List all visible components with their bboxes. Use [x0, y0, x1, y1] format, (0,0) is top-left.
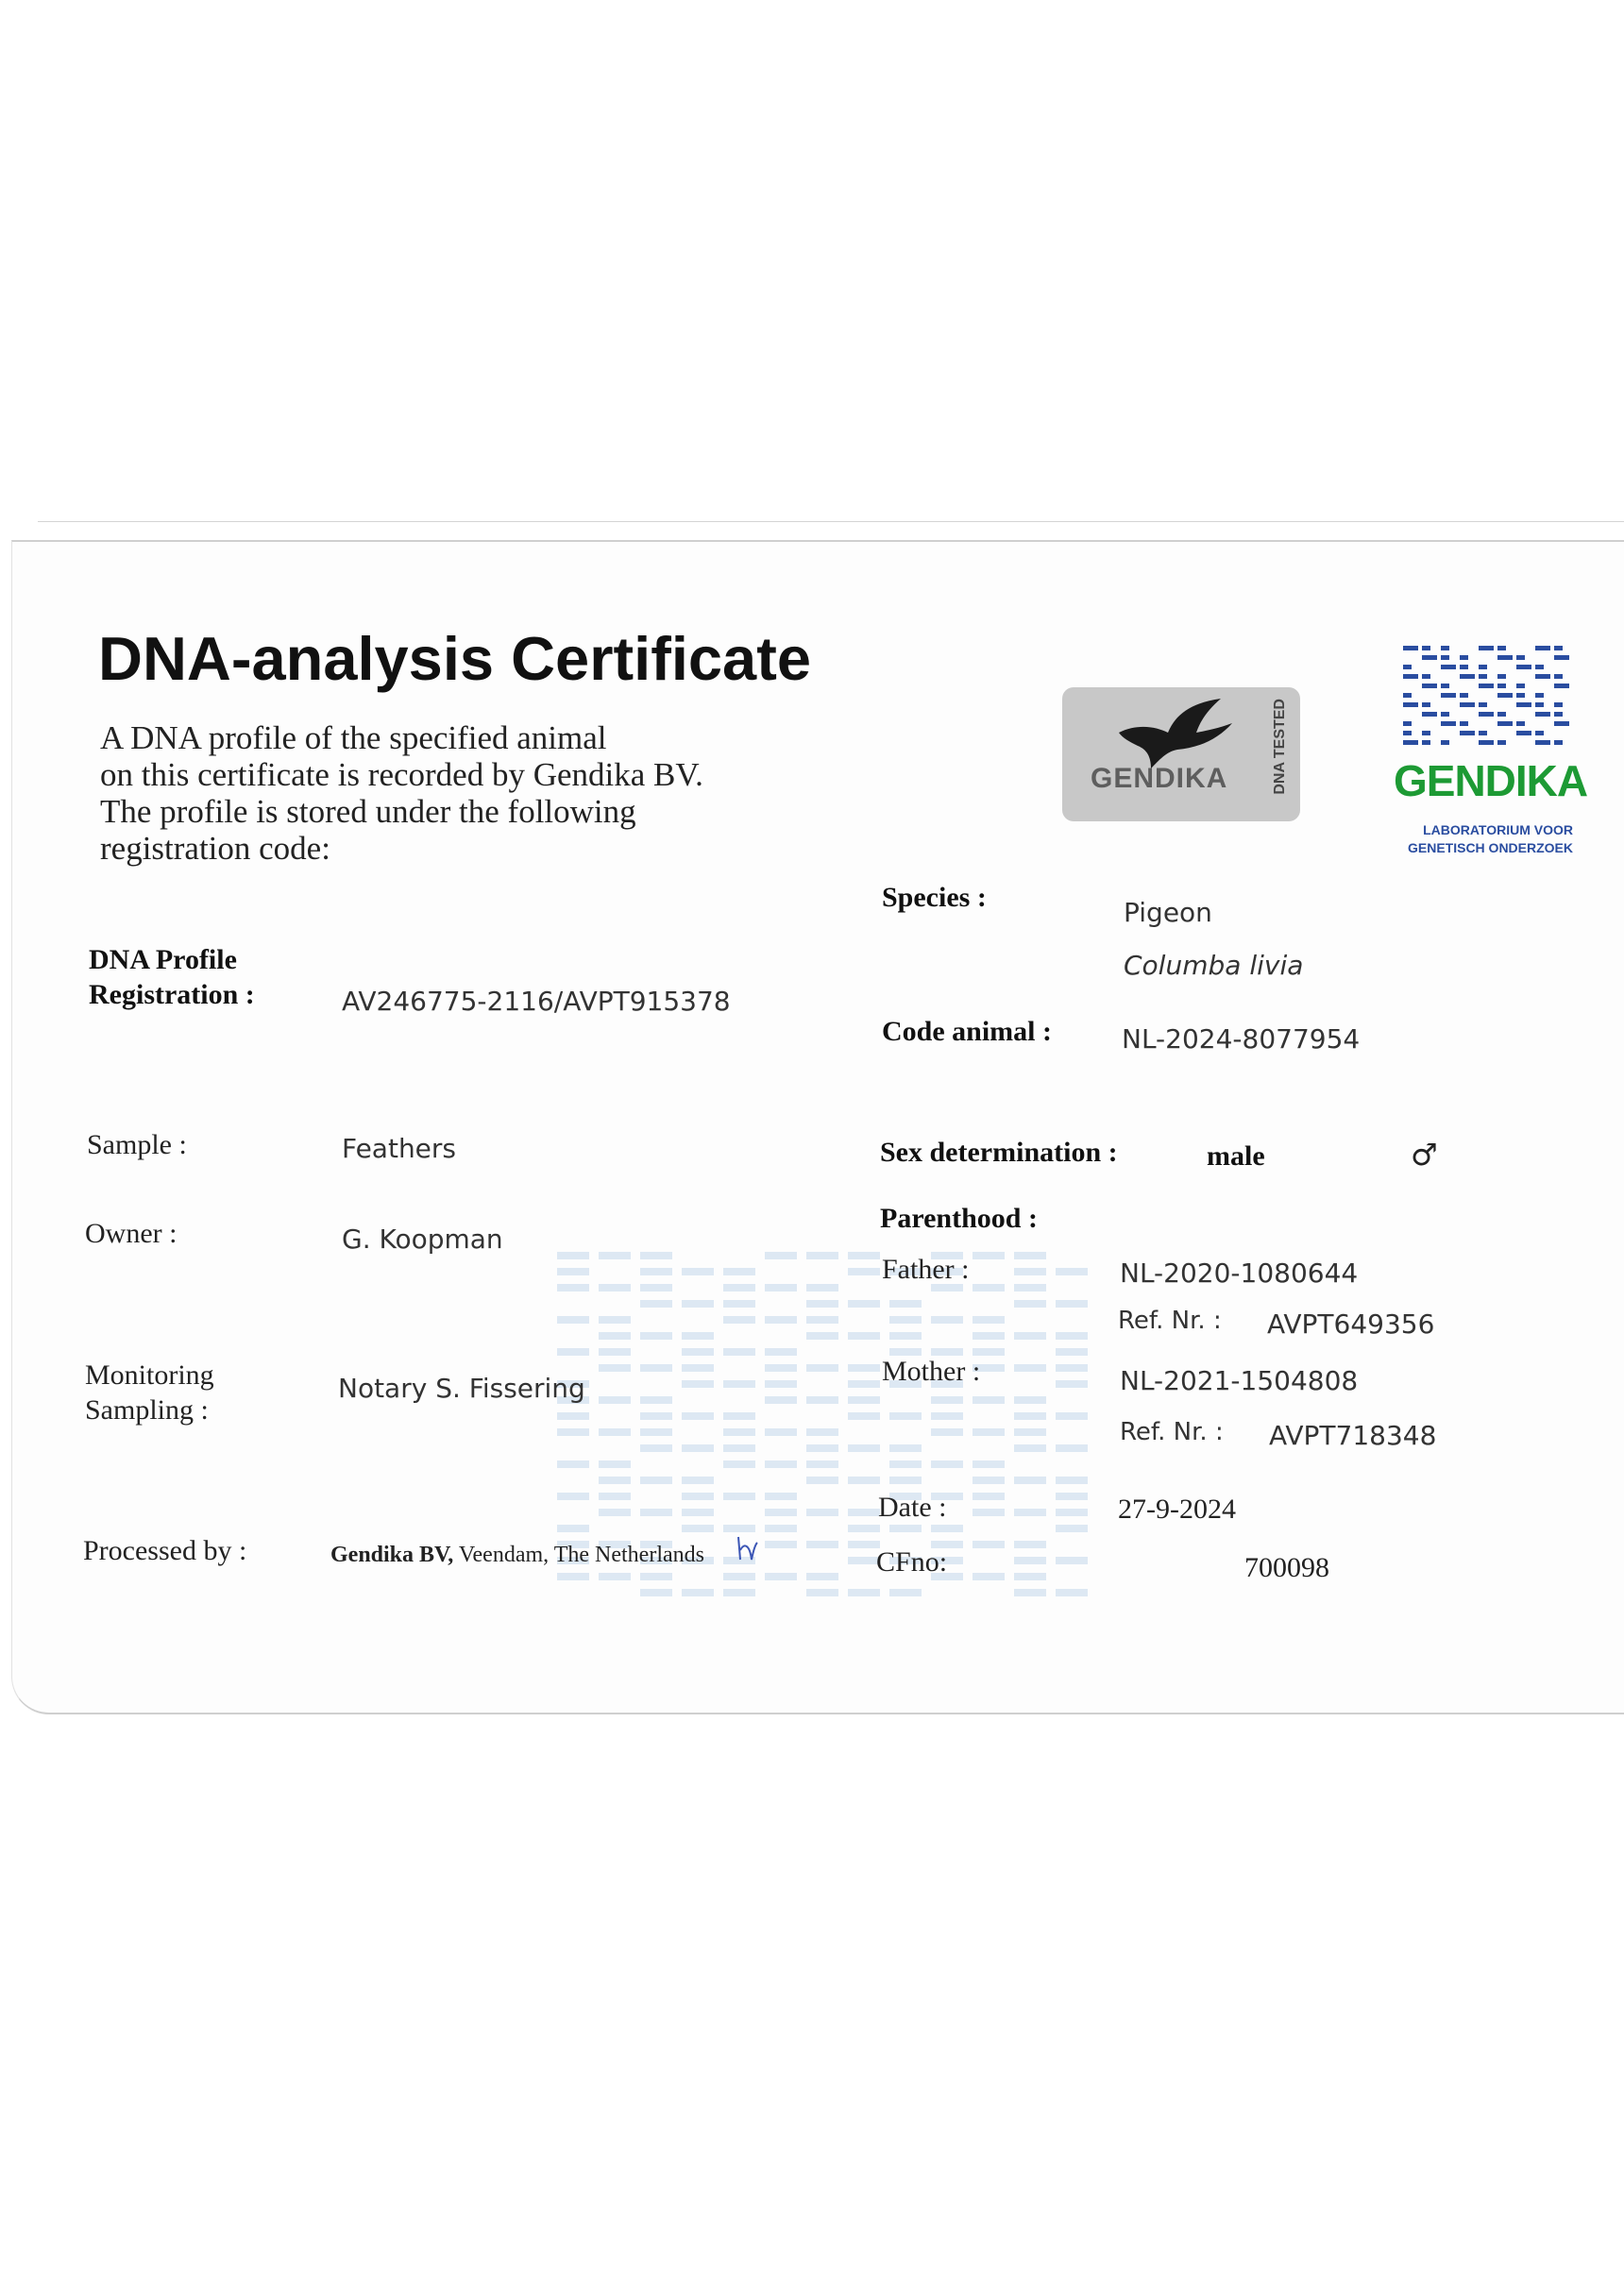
watermark-bar	[1056, 1525, 1088, 1532]
watermark-bar	[599, 1428, 631, 1436]
watermark-bar	[931, 1348, 963, 1356]
watermark-bar	[973, 1509, 1005, 1516]
watermark-bar	[1014, 1396, 1046, 1404]
watermark-bar	[682, 1412, 714, 1420]
watermark-bar	[640, 1428, 672, 1436]
watermark-bar	[973, 1316, 1005, 1324]
watermark-bar	[889, 1300, 922, 1308]
watermark-bar	[765, 1364, 797, 1372]
watermark-bar	[765, 1284, 797, 1292]
logo-bar	[1535, 693, 1544, 698]
watermark-bar	[806, 1460, 838, 1468]
watermark-bar	[1056, 1300, 1088, 1308]
watermark-bar	[599, 1252, 631, 1259]
watermark-bar	[931, 1316, 963, 1324]
logo-bar	[1479, 702, 1487, 707]
watermark-bar	[599, 1284, 631, 1292]
logo-bar	[1535, 712, 1550, 717]
watermark-bar	[682, 1348, 714, 1356]
watermark-bar	[806, 1541, 838, 1548]
watermark-bar	[723, 1589, 755, 1596]
watermark-bar	[765, 1525, 797, 1532]
logo-bar	[1497, 721, 1513, 726]
logo-bar	[1441, 712, 1449, 717]
cfno-value: 700098	[1244, 1552, 1329, 1583]
watermark-bar	[973, 1477, 1005, 1484]
watermark-bar	[1014, 1444, 1046, 1452]
watermark-bar	[848, 1589, 880, 1596]
watermark-bar	[599, 1396, 631, 1404]
watermark-bar	[973, 1284, 1005, 1292]
logo-bar	[1497, 655, 1513, 660]
watermark-bar	[1014, 1252, 1046, 1259]
watermark-bar	[1014, 1557, 1046, 1564]
species-latin: Columba livia	[1124, 950, 1304, 981]
watermark-bar	[1056, 1589, 1088, 1596]
watermark-bar	[806, 1316, 838, 1324]
logo-bar	[1460, 693, 1468, 698]
watermark-bar	[557, 1428, 589, 1436]
watermark-bar	[1056, 1380, 1088, 1388]
watermark-bar	[640, 1509, 672, 1516]
logo-bar	[1422, 712, 1437, 717]
logo-bar	[1441, 684, 1449, 688]
watermark-bar	[973, 1252, 1005, 1259]
watermark-bar	[1014, 1589, 1046, 1596]
watermark-bar	[682, 1509, 714, 1516]
logo-bar	[1479, 684, 1494, 688]
logo-bar	[1479, 731, 1487, 735]
logo-bar	[1403, 646, 1418, 650]
watermark-bar	[806, 1444, 838, 1452]
logo-bar	[1422, 655, 1437, 660]
watermark-bar	[848, 1300, 880, 1308]
logo-subtitle-line: GENETISCH ONDERZOEK	[1407, 840, 1573, 855]
monitoring-label-line: Monitoring	[85, 1359, 214, 1391]
watermark-bar	[889, 1460, 922, 1468]
logo-bar	[1554, 646, 1563, 650]
mother-label: Mother :	[882, 1356, 981, 1387]
watermark-bar	[889, 1316, 922, 1324]
gendika-logo-icon	[1397, 642, 1575, 748]
logo-bar	[1403, 693, 1412, 698]
watermark-bar	[682, 1493, 714, 1500]
watermark-bar	[723, 1380, 755, 1388]
watermark-bar	[889, 1348, 922, 1356]
watermark-bar	[973, 1428, 1005, 1436]
father-value: NL-2020-1080644	[1120, 1258, 1359, 1289]
watermark-bar	[848, 1364, 880, 1372]
watermark-bar	[848, 1444, 880, 1452]
logo-bar	[1479, 740, 1494, 745]
watermark-bar	[848, 1525, 880, 1532]
watermark-bar	[973, 1573, 1005, 1580]
watermark-bar	[557, 1252, 589, 1259]
logo-bar	[1535, 740, 1550, 745]
watermark-bar	[1056, 1509, 1088, 1516]
watermark-bar	[682, 1300, 714, 1308]
watermark-bar	[557, 1460, 589, 1468]
watermark-bar	[1014, 1364, 1046, 1372]
watermark-bar	[848, 1541, 880, 1548]
watermark-bar	[806, 1396, 838, 1404]
watermark-bar	[723, 1316, 755, 1324]
watermark-bar	[682, 1268, 714, 1275]
logo-bar	[1422, 731, 1430, 735]
watermark-bar	[599, 1509, 631, 1516]
logo-bar	[1403, 665, 1412, 669]
watermark-bar	[806, 1284, 838, 1292]
watermark-bar	[1014, 1541, 1046, 1548]
processed-value	[330, 1543, 704, 1568]
watermark-bar	[557, 1573, 589, 1580]
sticker-brand: GENDIKA	[1091, 763, 1228, 794]
intro-line: registration code:	[100, 830, 330, 867]
watermark-bar	[682, 1589, 714, 1596]
watermark-bar	[599, 1348, 631, 1356]
logo-bar	[1535, 674, 1550, 679]
watermark-bar	[848, 1332, 880, 1340]
dna-profile-label-line: DNA Profile	[89, 944, 237, 975]
logo-bar	[1403, 721, 1412, 726]
cfno-label: CFno:	[876, 1546, 948, 1578]
watermark-bar	[1056, 1268, 1088, 1275]
watermark-bar	[640, 1589, 672, 1596]
processed-label: Processed by :	[83, 1535, 247, 1566]
certificate-title: DNA-analysis Certificate	[98, 624, 811, 693]
watermark-bar	[765, 1509, 797, 1516]
father-ref-label: Ref. Nr. :	[1118, 1307, 1222, 1335]
watermark-bar	[1014, 1477, 1046, 1484]
watermark-bar	[1014, 1509, 1046, 1516]
watermark-bar	[848, 1268, 880, 1275]
species-common: Pigeon	[1124, 897, 1212, 928]
logo-bar	[1422, 702, 1430, 707]
logo-bar	[1535, 731, 1544, 735]
logo-bar	[1516, 721, 1525, 726]
watermark-bar	[599, 1364, 631, 1372]
watermark-bar	[806, 1589, 838, 1596]
watermark-bar	[723, 1412, 755, 1420]
watermark-bar	[931, 1428, 963, 1436]
processed-company: Gendika BV,	[330, 1543, 454, 1567]
sample-label: Sample :	[87, 1129, 187, 1160]
monitoring-value: Notary S. Fissering	[338, 1373, 585, 1404]
watermark-bar	[640, 1364, 672, 1372]
logo-bar	[1516, 702, 1531, 707]
watermark-bar	[723, 1348, 755, 1356]
watermark-bar	[765, 1573, 797, 1580]
father-label: Father :	[882, 1254, 970, 1285]
logo-bar	[1497, 740, 1506, 745]
watermark-bar	[599, 1332, 631, 1340]
watermark-bar	[889, 1525, 922, 1532]
watermark-bar	[889, 1332, 922, 1340]
mother-value: NL-2021-1504808	[1120, 1365, 1359, 1396]
watermark-bar	[640, 1268, 672, 1275]
watermark-bar	[723, 1268, 755, 1275]
watermark-bar	[557, 1493, 589, 1500]
watermark-bar	[1056, 1477, 1088, 1484]
logo-bar	[1422, 646, 1430, 650]
watermark-bar	[765, 1316, 797, 1324]
logo-subtitle	[1394, 821, 1573, 857]
watermark-bar	[599, 1477, 631, 1484]
watermark-bar	[806, 1252, 838, 1259]
code-animal-label: Code animal :	[882, 1016, 1052, 1047]
logo-subtitle-line: LABORATORIUM VOOR	[1423, 822, 1573, 837]
watermark-bar	[682, 1380, 714, 1388]
watermark-bar	[640, 1477, 672, 1484]
watermark-bar	[931, 1412, 963, 1420]
watermark-bar	[640, 1412, 672, 1420]
watermark-bar	[682, 1332, 714, 1340]
logo-bar	[1554, 674, 1563, 679]
male-symbol-icon: ♂	[1411, 1137, 1438, 1173]
sample-value: Feathers	[342, 1133, 457, 1164]
watermark-bar	[931, 1460, 963, 1468]
monitoring-label-line: Sampling :	[85, 1394, 209, 1426]
watermark-bar	[682, 1477, 714, 1484]
intro-line: on this certificate is recorded by Gendika BV.	[100, 756, 703, 793]
pigeon-icon	[1109, 695, 1242, 770]
watermark-bar	[806, 1332, 838, 1340]
father-ref-value: AVPT649356	[1267, 1308, 1435, 1340]
watermark-bar	[599, 1460, 631, 1468]
logo-bar	[1422, 740, 1430, 745]
logo-bar	[1535, 646, 1550, 650]
watermark-bar	[765, 1428, 797, 1436]
watermark-bar	[557, 1316, 589, 1324]
watermark-bar	[765, 1396, 797, 1404]
mother-ref-value: AVPT718348	[1269, 1420, 1437, 1451]
logo-bar	[1422, 674, 1430, 679]
logo-bar	[1479, 665, 1487, 669]
watermark-bar	[848, 1557, 880, 1564]
watermark-bar	[848, 1412, 880, 1420]
sex-determination-label: Sex determination :	[880, 1137, 1118, 1168]
logo-bar	[1460, 721, 1468, 726]
logo-bar	[1479, 712, 1494, 717]
logo-bar	[1441, 646, 1449, 650]
code-animal-value: NL-2024-8077954	[1122, 1023, 1361, 1055]
watermark-bar	[599, 1493, 631, 1500]
watermark-bar	[640, 1332, 672, 1340]
watermark-bar	[723, 1300, 755, 1308]
watermark-bar	[640, 1300, 672, 1308]
watermark-bar	[973, 1493, 1005, 1500]
logo-bar	[1497, 674, 1506, 679]
logo-bar	[1554, 702, 1563, 707]
dna-tested-sticker	[1062, 687, 1300, 821]
logo-bar	[1460, 731, 1475, 735]
logo-bar	[1497, 693, 1513, 698]
logo-bar	[1554, 684, 1569, 688]
watermark-bar	[848, 1252, 880, 1259]
logo-wordmark: GENDIKA	[1394, 756, 1588, 805]
logo-bar	[1403, 674, 1418, 679]
watermark-bar	[723, 1460, 755, 1468]
watermark-bar	[973, 1332, 1005, 1340]
watermark-bar	[806, 1364, 838, 1372]
dna-profile-label	[89, 942, 255, 1012]
watermark-bar	[640, 1284, 672, 1292]
certificate-intro	[100, 719, 703, 867]
logo-bar	[1441, 721, 1456, 726]
watermark-bar	[973, 1348, 1005, 1356]
watermark-bar	[973, 1396, 1005, 1404]
logo-bar	[1535, 665, 1544, 669]
logo-bar	[1479, 674, 1487, 679]
watermark-bar	[682, 1525, 714, 1532]
intro-line: A DNA profile of the specified animal	[100, 719, 607, 756]
logo-bar	[1441, 740, 1449, 745]
watermark-bar	[1056, 1364, 1088, 1372]
watermark-bar	[1056, 1444, 1088, 1452]
watermark-bar	[1056, 1348, 1088, 1356]
logo-bar	[1497, 712, 1506, 717]
dna-profile-value: AV246775-2116/AVPT915378	[342, 986, 731, 1017]
logo-bar	[1516, 731, 1531, 735]
logo-bar	[1441, 655, 1449, 660]
watermark-bar	[723, 1573, 755, 1580]
watermark-bar	[806, 1428, 838, 1436]
page-edge-line	[38, 521, 1624, 522]
logo-bar	[1460, 702, 1475, 707]
logo-bar	[1516, 684, 1525, 688]
watermark-bar	[848, 1380, 880, 1388]
watermark-bar	[806, 1300, 838, 1308]
initial-signature-mark	[735, 1531, 761, 1569]
watermark-bar	[765, 1493, 797, 1500]
logo-bar	[1422, 684, 1437, 688]
logo-bar	[1441, 693, 1456, 698]
species-label: Species :	[882, 882, 987, 913]
logo-bar	[1554, 721, 1569, 726]
watermark-bar	[1014, 1428, 1046, 1436]
owner-label: Owner :	[85, 1218, 178, 1249]
watermark-bar	[723, 1428, 755, 1436]
watermark-bar	[599, 1573, 631, 1580]
watermark-bar	[765, 1460, 797, 1468]
watermark-bar	[682, 1444, 714, 1452]
logo-bar	[1497, 684, 1506, 688]
watermark-bar	[889, 1589, 922, 1596]
logo-bar	[1516, 655, 1525, 660]
date-value: 27-9-2024	[1118, 1494, 1236, 1525]
logo-bar	[1497, 646, 1506, 650]
watermark-bar	[806, 1509, 838, 1516]
watermark-bar	[848, 1396, 880, 1404]
date-label: Date :	[878, 1492, 947, 1523]
watermark-bar	[806, 1477, 838, 1484]
watermark-bar	[973, 1541, 1005, 1548]
watermark-bar	[1014, 1284, 1046, 1292]
watermark-bar	[723, 1444, 755, 1452]
sex-value: male	[1207, 1140, 1265, 1172]
intro-line: The profile is stored under the following	[100, 793, 636, 830]
watermark-bar	[806, 1573, 838, 1580]
sticker-dna-tested: DNA TESTED	[1272, 699, 1288, 795]
logo-bar	[1403, 702, 1418, 707]
watermark-bar	[557, 1348, 589, 1356]
watermark-bar	[1014, 1573, 1046, 1580]
watermark-bar	[599, 1316, 631, 1324]
watermark-bar	[557, 1525, 589, 1532]
monitoring-label	[85, 1358, 214, 1427]
watermark-bar	[640, 1252, 672, 1259]
logo-bar	[1460, 674, 1475, 679]
watermark-bar	[640, 1573, 672, 1580]
watermark-bar	[931, 1525, 963, 1532]
watermark-bar	[1014, 1412, 1046, 1420]
watermark-bar	[765, 1380, 797, 1388]
logo-bar	[1554, 655, 1569, 660]
watermark-bar	[765, 1541, 797, 1548]
owner-value: G. Koopman	[342, 1224, 503, 1255]
watermark-bar	[1056, 1557, 1088, 1564]
watermark-bar	[723, 1493, 755, 1500]
dna-profile-label-line: Registration :	[89, 979, 255, 1010]
logo-bar	[1479, 646, 1494, 650]
watermark-bar	[640, 1396, 672, 1404]
watermark-bar	[1056, 1332, 1088, 1340]
watermark-bar	[1014, 1300, 1046, 1308]
watermark-bar	[1014, 1332, 1046, 1340]
watermark-bar	[889, 1444, 922, 1452]
watermark-bar	[765, 1252, 797, 1259]
logo-bar	[1403, 740, 1418, 745]
watermark-bar	[889, 1477, 922, 1484]
watermark-bar	[848, 1477, 880, 1484]
logo-bar	[1554, 740, 1563, 745]
parenthood-label: Parenthood :	[880, 1203, 1038, 1234]
logo-bar	[1535, 702, 1544, 707]
watermark-bar	[889, 1412, 922, 1420]
logo-bar	[1403, 731, 1412, 735]
watermark-bar	[765, 1348, 797, 1356]
watermark-bar	[1056, 1493, 1088, 1500]
processed-location: Veendam, The Netherlands	[453, 1543, 704, 1567]
watermark-bar	[557, 1412, 589, 1420]
logo-bar	[1460, 655, 1468, 660]
logo-bar	[1516, 665, 1531, 669]
watermark-bar	[557, 1268, 589, 1275]
logo-bar	[1460, 665, 1468, 669]
watermark-bar	[723, 1284, 755, 1292]
watermark-bar	[557, 1284, 589, 1292]
watermark-bar	[682, 1364, 714, 1372]
watermark-bar	[848, 1509, 880, 1516]
watermark-bar	[931, 1396, 963, 1404]
watermark-bar	[973, 1460, 1005, 1468]
mother-ref-label: Ref. Nr. :	[1120, 1418, 1224, 1446]
watermark-bar	[640, 1444, 672, 1452]
watermark-bar	[1014, 1268, 1046, 1275]
logo-bar	[1516, 693, 1525, 698]
logo-bar	[1554, 712, 1563, 717]
logo-bar	[1441, 665, 1456, 669]
watermark-bar	[1056, 1412, 1088, 1420]
